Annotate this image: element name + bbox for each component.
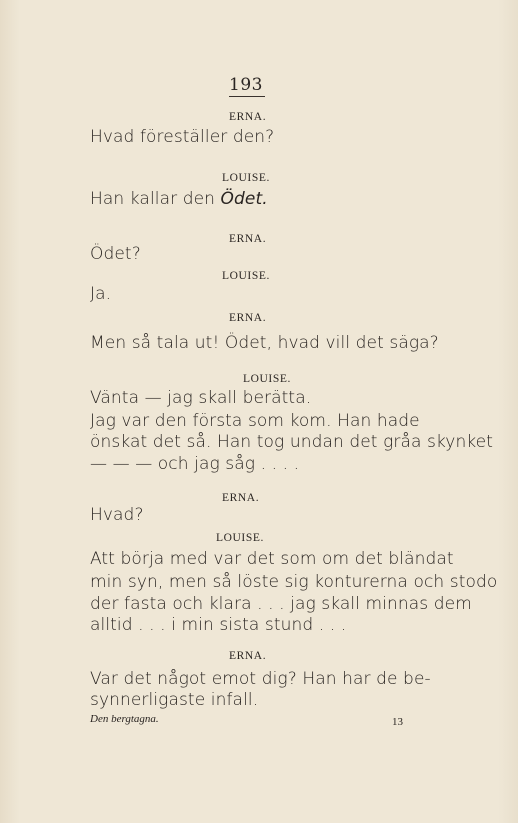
- speaker-label: ERNA.: [222, 492, 260, 504]
- dialogue-line: Jag var den första som kom. Han hade: [90, 411, 420, 431]
- dialogue-line: Att börja med var det som om det bländat: [90, 549, 454, 569]
- speaker-label: LOUISE.: [222, 172, 270, 184]
- dialogue-line: Ja.: [90, 284, 112, 304]
- dialogue-line: min syn, men så löste sig konturerna och stodo: [90, 572, 498, 592]
- dialogue-line: alltid . . . i min sista stund . . .: [90, 615, 347, 635]
- speaker-label: ERNA.: [229, 111, 267, 123]
- dialogue-line: synnerligaste infall.: [90, 690, 259, 710]
- dialogue-line-italic: Ödet.: [220, 189, 268, 209]
- dialogue-line-text: Men så tala ut! Ödet, hvad vill det säga?: [90, 333, 439, 353]
- sheet-number: 13: [392, 716, 403, 728]
- page-number-rule: [229, 96, 265, 97]
- dialogue-line: Vänta — jag skall berätta.: [90, 388, 312, 408]
- speaker-label: LOUISE.: [216, 532, 264, 544]
- speaker-label: ERNA.: [229, 650, 267, 662]
- dialogue-line-text: Han kallar den: [90, 189, 221, 209]
- dialogue-line: Var det något emot dig? Han har de be-: [90, 669, 431, 689]
- signature-mark: Den bergtagna.: [90, 713, 159, 725]
- dialogue-line: Ödet?: [90, 244, 141, 264]
- speaker-label: LOUISE.: [222, 270, 270, 282]
- speaker-label: LOUISE.: [243, 373, 291, 385]
- dialogue-line: Hvad?: [90, 505, 144, 525]
- speaker-label: ERNA.: [229, 312, 267, 324]
- dialogue-line: önskat det så. Han tog undan det gråa skynket: [90, 432, 493, 452]
- dialogue-line: [90, 333, 442, 353]
- page-number: 193: [229, 75, 263, 95]
- dialogue-line: — — — och jag såg . . . .: [90, 454, 300, 474]
- speaker-label: ERNA.: [229, 233, 267, 245]
- dialogue-line: der fasta och klara . . . jag skall minnas dem: [90, 594, 472, 614]
- dialogue-line: [90, 189, 268, 209]
- dialogue-line: Hvad föreställer den?: [90, 127, 275, 147]
